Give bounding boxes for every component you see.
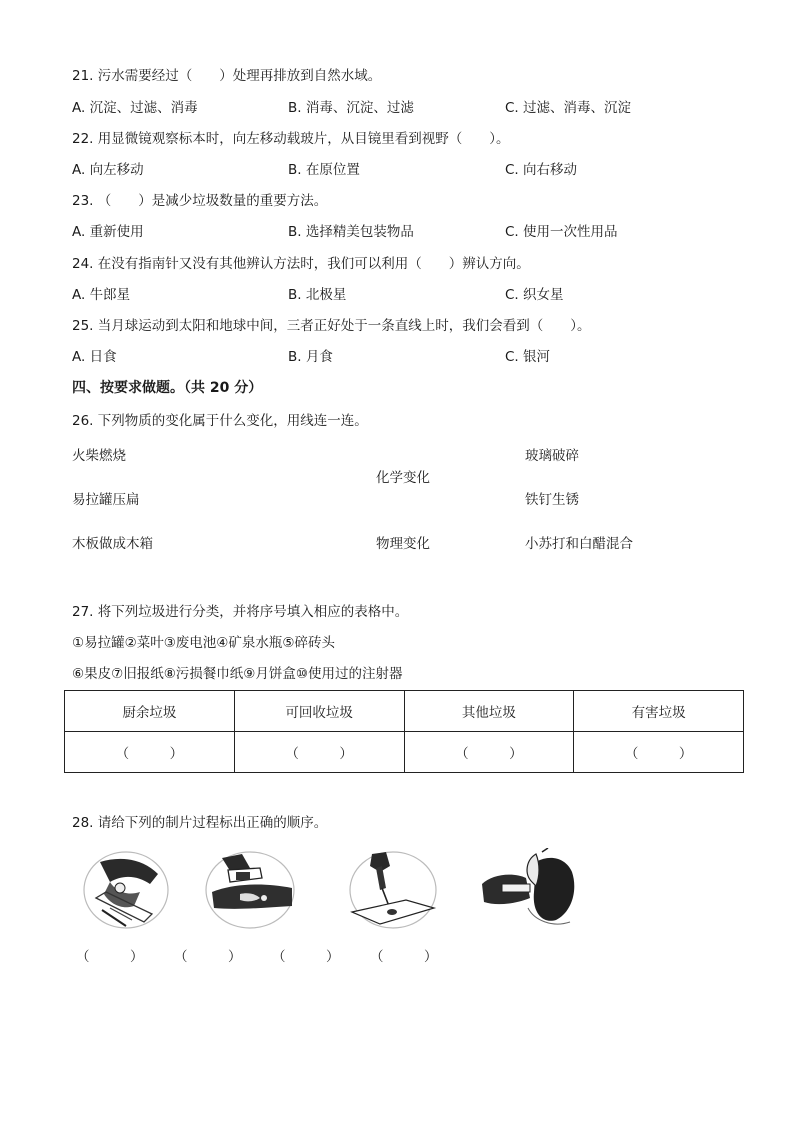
question-23-stem: 23. （ ）是减少垃圾数量的重要方法。 [72,193,328,209]
question-24-option-b: B. 北极星 [288,287,347,303]
question-22-stem: 22. 用显微镜观察标本时，向左移动载玻片，从目镜里看到视野（ ）。 [72,131,510,147]
header-kitchen-waste: 厨余垃圾 [65,691,235,732]
garbage-sort-table [64,690,744,773]
question-27-stem: 27. 将下列垃圾进行分类，并将序号填入相应的表格中。 [72,604,409,620]
slide-step-placing-tissue-image [202,848,298,932]
q26-right-item: 小苏打和白醋混合 [525,536,633,552]
question-25-option-a: A. 日食 [72,349,117,365]
header-hazardous: 有害垃圾 [574,691,744,732]
q26-left-item: 易拉罐压扁 [72,492,140,508]
q26-middle-item: 物理变化 [376,536,430,552]
q27-items-line-1: ①易拉罐②菜叶③废电池④矿泉水瓶⑤碎砖头 [72,635,336,651]
question-23-option-a: A. 重新使用 [72,224,144,240]
q28-order-blank[interactable]: （ ） [76,949,144,965]
answer-blank-other[interactable]: （ ） [404,732,574,773]
header-other-waste: 其他垃圾 [404,691,574,732]
slide-step-covering-slip-image [346,848,440,932]
question-21-option-a: A. 沉淀、过滤、消毒 [72,100,198,116]
question-24-option-c: C. 织女星 [505,287,564,303]
question-23-option-b: B. 选择精美包装物品 [288,224,414,240]
q26-right-item: 玻璃破碎 [525,448,579,464]
table-header-row [65,691,744,732]
question-24-stem: 24. 在没有指南针又没有其他辨认方法时，我们可以利用（ ）辨认方向。 [72,256,530,272]
q26-left-item: 火柴燃烧 [72,448,126,464]
question-23-option-c: C. 使用一次性用品 [505,224,618,240]
q26-middle-item: 化学变化 [376,470,430,486]
table-row [65,732,744,773]
q26-left-item: 木板做成木箱 [72,536,153,552]
question-22-option-c: C. 向右移动 [505,162,578,178]
question-21-stem: 21. 污水需要经过（ ）处理再排放到自然水域。 [72,68,382,84]
q28-order-blank[interactable]: （ ） [174,949,242,965]
q28-order-blank[interactable]: （ ） [272,949,340,965]
question-25-option-c: C. 银河 [505,349,551,365]
question-25-option-b: B. 月食 [288,349,333,365]
answer-blank-kitchen[interactable]: （ ） [65,732,235,773]
question-25-stem: 25. 当月球运动到太阳和地球中间，三者正好处于一条直线上时，我们会看到（ ）。 [72,318,591,334]
section-title: 四、按要求做题。（共 20 分） [72,380,263,396]
q26-right-item: 铁钉生锈 [525,492,579,508]
q28-order-blank[interactable]: （ ） [370,949,438,965]
slide-step-onion-epidermis-image [480,848,578,932]
question-26-stem: 26. 下列物质的变化属于什么变化，用线连一连。 [72,413,368,429]
question-24-option-a: A. 牛郎星 [72,287,131,303]
question-22-option-b: B. 在原位置 [288,162,360,178]
question-21-option-c: C. 过滤、消毒、沉淀 [505,100,632,116]
answer-blank-hazardous[interactable]: （ ） [574,732,744,773]
question-28-stem: 28. 请给下列的制片过程标出正确的顺序。 [72,815,328,831]
question-21-option-b: B. 消毒、沉淀、过滤 [288,100,414,116]
q27-items-line-2: ⑥果皮⑦旧报纸⑧污损餐巾纸⑨月饼盒⑩使用过的注射器 [72,666,403,682]
header-recyclable: 可回收垃圾 [234,691,404,732]
answer-blank-recyclable[interactable]: （ ） [234,732,404,773]
question-22-option-a: A. 向左移动 [72,162,144,178]
slide-step-dropping-water-image [80,848,172,932]
